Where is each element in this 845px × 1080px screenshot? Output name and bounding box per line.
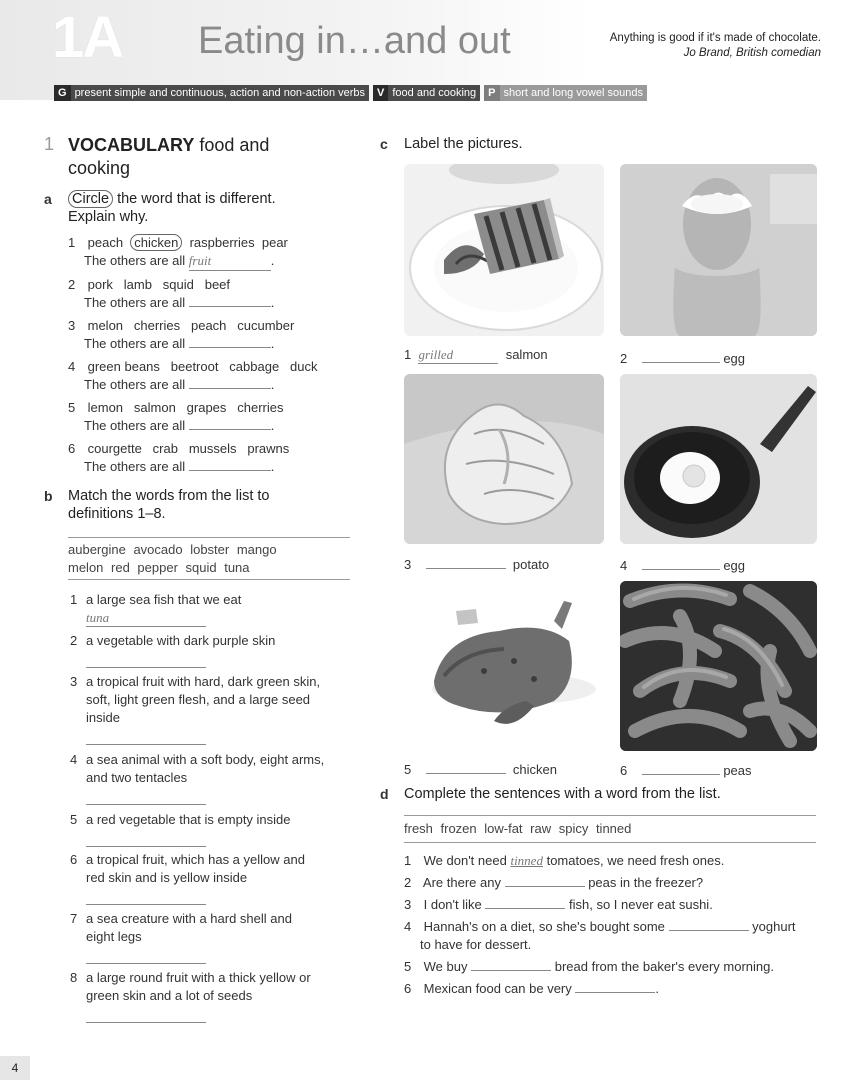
section-heading-line2: cooking xyxy=(68,158,131,178)
others-line: The others are all . xyxy=(84,459,275,474)
item-number: 4 xyxy=(404,919,412,934)
answer-blank[interactable] xyxy=(86,650,206,668)
definition-item xyxy=(70,811,355,851)
sentence-text: tomatoes, we need fresh ones. xyxy=(546,853,725,868)
list-item xyxy=(68,358,358,376)
sentence-item xyxy=(404,852,819,870)
word: grapes xyxy=(186,400,227,415)
picture-number: 6 xyxy=(620,763,628,778)
instr-text: the word that is different. xyxy=(117,191,276,207)
picture-number: 5 xyxy=(404,762,412,777)
list-item xyxy=(68,317,358,335)
picture-word: peas xyxy=(723,763,752,778)
others-line: The others are all fruit . xyxy=(68,252,358,271)
egg-illustration xyxy=(620,164,817,336)
answer-blank[interactable]: grilled xyxy=(418,347,498,364)
word-list-line: aubergine avocado lobster mango xyxy=(68,542,277,557)
tag-vocabulary xyxy=(373,85,480,101)
answer-blank[interactable] xyxy=(575,978,655,993)
sentence-item xyxy=(404,978,819,998)
sentence-text: I don't like xyxy=(423,897,482,912)
definition-text: a large round fruit with a thick yellow or xyxy=(86,970,311,985)
word: mussels xyxy=(188,441,237,456)
item-number: 3 xyxy=(404,897,412,912)
item-number: 6 xyxy=(404,981,412,996)
sentence-item xyxy=(404,956,819,976)
picture-label-5 xyxy=(404,759,557,777)
others-line: The others are all . xyxy=(84,418,275,433)
word-list-d: fresh frozen low-fat raw spicy tinned xyxy=(404,821,632,836)
item-number: 8 xyxy=(70,970,78,985)
answer-blank[interactable] xyxy=(505,872,585,887)
divider xyxy=(68,579,350,580)
definition-text: a large sea fish that we eat xyxy=(86,592,242,607)
potato-illustration xyxy=(404,374,604,544)
quote-text: Anything is good if it's made of chocolate. xyxy=(609,32,821,44)
word: prawns xyxy=(247,441,290,456)
instr-line2: Explain why. xyxy=(68,209,149,225)
word: squid xyxy=(162,277,194,292)
exercise-b-letter: b xyxy=(44,488,53,504)
answer-blank[interactable] xyxy=(426,554,506,569)
photo-peas xyxy=(620,581,817,751)
salmon-illustration xyxy=(404,164,604,336)
others-prefix: The others are all xyxy=(84,253,186,268)
page-number: 4 xyxy=(0,1056,30,1080)
answer-blank[interactable] xyxy=(471,956,551,971)
item-number: 4 xyxy=(68,359,76,374)
definition-item xyxy=(70,632,355,673)
definition-item xyxy=(70,851,355,910)
definition-text: inside xyxy=(86,710,120,725)
divider xyxy=(68,537,350,538)
item-number: 2 xyxy=(68,277,76,292)
item-number: 1 xyxy=(70,592,78,607)
section-number: 1 xyxy=(44,134,55,154)
sentence-text: fish, so I never eat sushi. xyxy=(569,897,713,912)
word: pork xyxy=(87,277,113,292)
tag-key: V xyxy=(373,85,388,101)
item-number: 2 xyxy=(70,633,78,648)
chicken-illustration xyxy=(404,581,604,751)
item-number: 4 xyxy=(70,752,78,767)
item-number: 5 xyxy=(404,959,412,974)
answer-blank[interactable]: tuna xyxy=(86,610,206,627)
exercise-a-items xyxy=(68,234,358,476)
item-number: 3 xyxy=(68,318,76,333)
circle-word: Circle xyxy=(68,190,113,208)
picture-number: 4 xyxy=(620,558,628,573)
others-line: The others are all . xyxy=(84,377,275,392)
answer-blank[interactable] xyxy=(189,388,271,389)
others-prefix: The others are all xyxy=(84,418,186,433)
definition-text: a sea creature with a hard shell and xyxy=(86,911,292,926)
sentence-text: yoghurt xyxy=(752,919,796,934)
item-number: 6 xyxy=(70,852,78,867)
answer-blank[interactable] xyxy=(189,470,271,471)
picture-number: 1 xyxy=(404,347,412,362)
list-item xyxy=(68,276,358,294)
photo-roast-chicken xyxy=(404,581,604,751)
others-prefix: The others are all xyxy=(84,459,186,474)
answer-blank[interactable] xyxy=(86,887,206,905)
word: duck xyxy=(290,359,318,374)
item-number: 1 xyxy=(68,235,76,250)
sentence-text: Hannah's on a diet, so she's bought some xyxy=(423,919,665,934)
word: peach xyxy=(87,235,124,250)
exercise-d-instruction: Complete the sentences with a word from the list. xyxy=(404,786,721,802)
exercise-b-instruction xyxy=(68,487,269,523)
tag-key: G xyxy=(54,85,71,101)
word: peach xyxy=(190,318,227,333)
word: beetroot xyxy=(170,359,219,374)
picture-label-1 xyxy=(404,347,548,364)
answer-blank[interactable] xyxy=(642,760,720,775)
picture-label-3 xyxy=(404,554,549,572)
picture-number: 2 xyxy=(620,351,628,366)
word: courgette xyxy=(87,441,142,456)
picture-word: chicken xyxy=(512,762,557,777)
tag-label: food and cooking xyxy=(392,87,477,99)
answer-blank[interactable] xyxy=(669,916,749,931)
peas-illustration xyxy=(620,581,817,751)
answer-blank[interactable] xyxy=(426,759,506,774)
item-number: 1 xyxy=(404,853,412,868)
tag-label: short and long vowel sounds xyxy=(503,87,643,99)
sentence-item xyxy=(404,872,819,892)
answer-blank[interactable] xyxy=(485,894,565,909)
item-number: 5 xyxy=(68,400,76,415)
picture-word: egg xyxy=(723,351,746,366)
answer-blank[interactable] xyxy=(86,787,206,805)
item-number: 5 xyxy=(70,812,78,827)
picture-label-4 xyxy=(620,555,745,573)
section-heading-bold: VOCABULARY xyxy=(68,135,195,155)
sentence-text: We don't need xyxy=(423,853,507,868)
definition-text: a tropical fruit, which has a yellow and xyxy=(86,852,305,867)
tag-key: P xyxy=(484,85,499,101)
word: raspberries xyxy=(189,235,255,250)
word: crab xyxy=(152,441,178,456)
item-number: 2 xyxy=(404,875,412,890)
definition-text: eight legs xyxy=(86,929,142,944)
definition-text: and two tentacles xyxy=(86,770,188,785)
sentence-text: We buy xyxy=(423,959,468,974)
word: melon xyxy=(87,318,124,333)
others-prefix: The others are all xyxy=(84,377,186,392)
tag-label: present simple and continuous, action and non-action verbs xyxy=(74,87,366,99)
others-line: The others are all . xyxy=(84,295,275,310)
picture-word: egg xyxy=(723,558,746,573)
list-item xyxy=(68,440,358,458)
answer-blank[interactable] xyxy=(86,946,206,964)
word: lamb xyxy=(123,277,152,292)
divider xyxy=(404,842,816,843)
picture-label-2 xyxy=(620,348,745,366)
header-quote xyxy=(610,31,821,61)
instr-line2: definitions 1–8. xyxy=(68,506,166,522)
exercise-a-letter: a xyxy=(44,191,52,207)
definitions-list xyxy=(70,591,355,1028)
definition-text: a vegetable with dark purple skin xyxy=(86,633,276,648)
answer-blank[interactable] xyxy=(189,347,271,348)
answer-blank[interactable]: fruit xyxy=(189,252,271,271)
section-heading-rest: food and xyxy=(199,135,270,155)
answer-blank[interactable] xyxy=(86,727,206,745)
photo-boiled-egg xyxy=(620,164,817,336)
page-title: Eating in…and out xyxy=(198,20,511,62)
sentence-text: to have for dessert. xyxy=(420,937,532,952)
section-heading xyxy=(68,134,269,180)
definition-text: red skin and is yellow inside xyxy=(86,870,248,885)
word: cabbage xyxy=(229,359,280,374)
photo-grilled-salmon xyxy=(404,164,604,336)
sentence-text: Mexican food can be very xyxy=(423,981,572,996)
definition-item xyxy=(70,673,355,751)
quote-author: Jo Brand, British comedian xyxy=(683,47,821,59)
word: green beans xyxy=(87,359,160,374)
tag-pronunciation xyxy=(484,85,647,101)
definition-text: a tropical fruit with hard, dark green skin, xyxy=(86,674,321,689)
exercise-c-letter: c xyxy=(380,136,388,152)
definition-item xyxy=(70,969,355,1028)
topic-tags xyxy=(54,85,647,101)
picture-label-6 xyxy=(620,760,752,778)
word: cherries xyxy=(133,318,181,333)
picture-number: 3 xyxy=(404,557,412,572)
definition-text: green skin and a lot of seeds xyxy=(86,988,253,1003)
answer-blank[interactable] xyxy=(189,429,271,430)
definition-text: soft, light green flesh, and a large seed xyxy=(86,692,311,707)
unit-label: 1A xyxy=(52,5,123,70)
answer-blank[interactable] xyxy=(86,829,206,847)
answer-blank[interactable]: tinned xyxy=(510,853,543,868)
picture-word: potato xyxy=(512,557,550,572)
definition-item xyxy=(70,751,355,811)
definition-text: a sea animal with a soft body, eight arms, xyxy=(86,752,325,767)
word: lemon xyxy=(87,400,124,415)
exercise-a-instruction xyxy=(68,190,276,226)
definition-item xyxy=(70,910,355,969)
word: beef xyxy=(204,277,231,292)
word-list-b xyxy=(68,541,350,577)
word: cherries xyxy=(237,400,284,415)
word: salmon xyxy=(133,400,176,415)
answer-blank[interactable] xyxy=(642,348,720,363)
sentence-text: Are there any xyxy=(422,875,501,890)
others-prefix: The others are all xyxy=(84,295,186,310)
others-line: The others are all . xyxy=(84,336,275,351)
sentence-item xyxy=(404,916,819,936)
word: cucumber xyxy=(237,318,295,333)
answer-blank[interactable] xyxy=(86,1005,206,1023)
photo-fried-egg xyxy=(620,374,817,544)
tag-grammar xyxy=(54,85,369,101)
picture-word: salmon xyxy=(505,347,548,362)
item-number: 3 xyxy=(70,674,78,689)
sentence-item xyxy=(404,894,819,914)
word: pear xyxy=(261,235,288,250)
list-item xyxy=(68,399,358,417)
sentence-text: peas in the freezer? xyxy=(588,875,704,890)
answer-blank[interactable] xyxy=(642,555,720,570)
exercise-c-instruction: Label the pictures. xyxy=(404,136,523,152)
word-list-line: melon red pepper squid tuna xyxy=(68,560,250,575)
others-prefix: The others are all xyxy=(84,336,186,351)
definition-text: a red vegetable that is empty inside xyxy=(86,812,291,827)
list-item xyxy=(68,234,358,252)
item-number: 7 xyxy=(70,911,78,926)
item-number: 6 xyxy=(68,441,76,456)
pan-illustration xyxy=(620,374,817,544)
circled-word: chicken xyxy=(130,234,182,251)
definition-item xyxy=(70,591,355,632)
sentence-text: . xyxy=(655,981,660,996)
divider xyxy=(404,815,816,816)
sentences-list xyxy=(404,852,819,998)
sentence-text: bread from the baker's every morning. xyxy=(554,959,774,974)
answer-blank[interactable] xyxy=(189,306,271,307)
exercise-d-letter: d xyxy=(380,786,389,802)
photo-baked-potato xyxy=(404,374,604,544)
instr-text: Match the words from the list to xyxy=(68,488,270,504)
